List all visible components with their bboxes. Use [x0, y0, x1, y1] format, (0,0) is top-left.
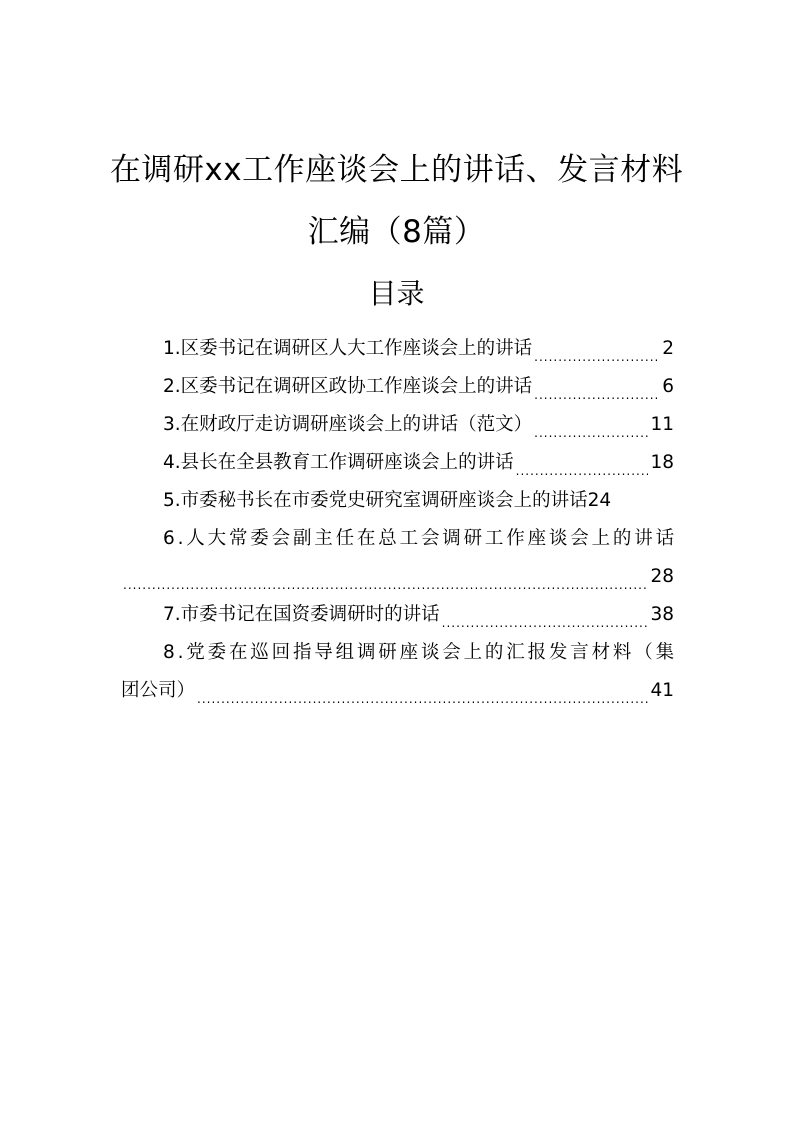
toc-entry-6[interactable] [121, 520, 677, 558]
toc-entry-1[interactable] [121, 330, 674, 368]
document-title-line-2: 汇编（8篇） [307, 214, 486, 250]
toc-leader-dots [123, 566, 648, 596]
toc-entry-8-continuation[interactable] [121, 672, 674, 710]
toc-entry-4[interactable] [121, 444, 674, 482]
toc-entry-page: 18 [650, 452, 674, 473]
toc-leader-dots [534, 376, 660, 406]
toc-entry-text: 2.区委书记在调研区政协工作座谈会上的讲话 [163, 376, 533, 397]
toc-leader-dots [442, 604, 649, 634]
toc-leader-dots [197, 680, 648, 710]
toc-entry-page: 28 [650, 566, 674, 587]
toc-entry-text: 4.县长在全县教育工作调研座谈会上的讲话 [163, 452, 514, 473]
toc-entry-text: 7.市委书记在国资委调研时的讲话 [163, 604, 440, 625]
document-title-line-1: 在调研xx工作座谈会上的讲话、发言材料 [109, 152, 684, 188]
toc-entry-page: 38 [650, 604, 674, 625]
toc-leader-dots [516, 452, 649, 482]
toc-entry-text: 3.在财政厅走访调研座谈会上的讲话（范文） [163, 414, 533, 435]
toc-heading: 目录 [368, 277, 425, 310]
toc-entry-page: 41 [650, 680, 674, 701]
toc-entry-page: 24 [587, 490, 612, 511]
toc-entry-page: 2 [662, 338, 674, 359]
toc-entry-text: 团公司） [121, 680, 196, 701]
toc-entry-3[interactable] [121, 406, 674, 444]
toc-entry-7[interactable] [121, 596, 674, 634]
toc-entry-text: 6.人大常委会副主任在总工会调研工作座谈会上的讲话 [163, 528, 677, 549]
toc-entry-page: 6 [662, 376, 674, 397]
toc-entry-8[interactable] [121, 634, 677, 672]
toc-leader-dots [534, 414, 648, 444]
toc-leader-dots [534, 338, 660, 368]
toc-entry-page: 11 [650, 414, 674, 435]
toc-entry-6-continuation[interactable] [121, 558, 674, 596]
toc-entry-text: 1.区委书记在调研区人大工作座谈会上的讲话 [163, 338, 533, 359]
toc-entry-text: 8.党委在巡回指导组调研座谈会上的汇报发言材料（集 [163, 642, 677, 663]
toc-entry-text: 5.市委秘书长在市委党史研究室调研座谈会上的讲话 [163, 490, 588, 511]
toc-entry-5[interactable] [121, 482, 674, 520]
toc-entry-2[interactable] [121, 368, 674, 406]
